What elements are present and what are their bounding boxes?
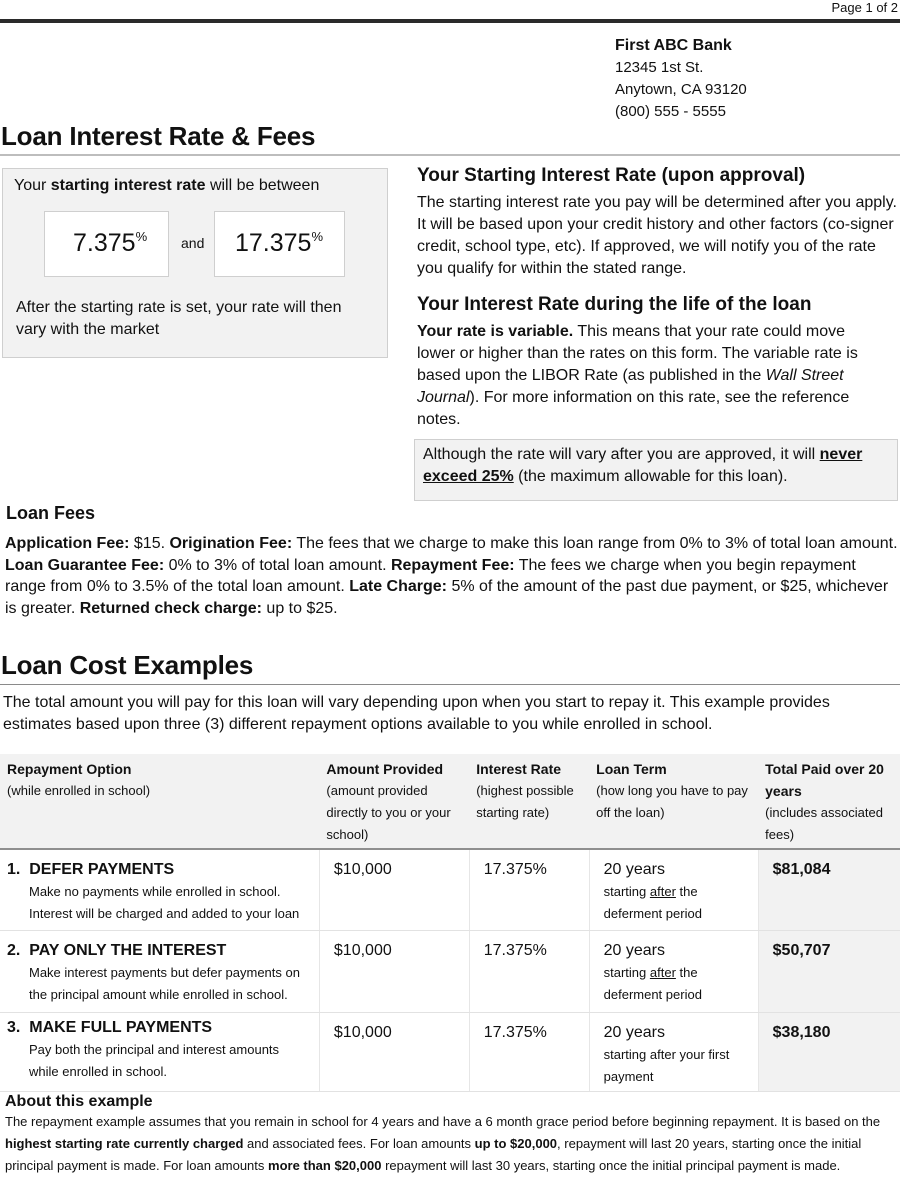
page-indicator: Page 1 of 2 bbox=[831, 0, 898, 15]
term-note bbox=[604, 962, 744, 1006]
table-row bbox=[0, 1012, 900, 1091]
option-description: Make interest payments but defer payments on the principal amount while enrolled in school. bbox=[29, 964, 300, 1002]
bank-name: First ABC Bank bbox=[615, 37, 732, 54]
fee-text: The fees we charge when you begin repayment range from 0% to 3.5% of the total loan amount. bbox=[5, 556, 856, 595]
about-emphasis: up to $20,000 bbox=[474, 1136, 558, 1151]
term-note-pre: starting bbox=[603, 964, 650, 980]
about-emphasis: highest starting rate currently charged bbox=[5, 1136, 244, 1151]
fee-text: $15. bbox=[129, 535, 170, 552]
term-note-pre: starting bbox=[603, 884, 650, 899]
cap-note-pre: Although the rate will vary after you are approved, it will bbox=[423, 446, 820, 463]
bank-address-line1: 12345 1st St. bbox=[615, 59, 704, 76]
about-text: , repayment will last 20 years, starting once the initial principal payment is made. For loan amounts bbox=[5, 1136, 862, 1173]
term-value: 20 years bbox=[603, 861, 666, 878]
max-rate-box bbox=[214, 211, 345, 277]
cap-note-post: (the maximum allowable for this loan). bbox=[513, 468, 788, 485]
option-number: 3. bbox=[7, 1018, 21, 1036]
term-note bbox=[604, 881, 744, 925]
loan-cost-table bbox=[0, 754, 900, 1092]
column-header bbox=[589, 754, 758, 849]
cost-examples-intro: The total amount you will pay for this loan will vary depending upon when you start to repay it. This example provides estimates based upon three (3) different repayment options available to you while enrolled in school. bbox=[3, 694, 830, 733]
life-rate-text-1: This means that your rate could move lower or higher than the rates on this form. The variable rate is based upon the LIBOR Rate (as published in the bbox=[417, 323, 858, 384]
rate-intro-bold: starting interest rate bbox=[50, 177, 206, 194]
life-rate-text-2: ). For more information on this rate, see the reference notes. bbox=[417, 389, 850, 428]
percent-sign: % bbox=[311, 229, 324, 244]
column-subtitle: (while enrolled in school) bbox=[7, 783, 151, 798]
about-text: The repayment example assumes that you remain in school for 4 years and have a 6 month grace period before beginning repayment. It is based on the bbox=[5, 1114, 881, 1129]
column-title: Repayment Option bbox=[7, 761, 132, 777]
life-rate-body bbox=[417, 321, 887, 431]
starting-rate-body: The starting interest rate you pay will be determined after you apply. It will be based upon your credit history and other factors (co-signer credit, school type, etc). If approved, we will notify you of the rate you qualify for within the stated range. bbox=[417, 194, 897, 277]
rate-intro bbox=[14, 177, 319, 195]
option-cell bbox=[0, 1012, 319, 1091]
option-cell bbox=[0, 849, 319, 930]
option-title bbox=[7, 859, 305, 881]
loan-fees-text bbox=[5, 533, 898, 619]
option-description: Make no payments while enrolled in school. Interest will be charged and added to your loan bbox=[29, 884, 300, 921]
option-description: Pay both the principal and interest amounts while enrolled in school. bbox=[29, 1041, 280, 1079]
option-number: 1. bbox=[7, 861, 21, 878]
term-value: 20 years bbox=[603, 1023, 666, 1041]
column-subtitle: (includes associated fees) bbox=[765, 805, 883, 842]
fee-text: 0% to 3% of total loan amount. bbox=[164, 556, 391, 574]
total-cell: $81,084 bbox=[758, 849, 900, 930]
option-title bbox=[7, 1017, 305, 1039]
fee-label: Origination Fee: bbox=[169, 535, 293, 552]
total-cell: $38,180 bbox=[758, 1012, 900, 1091]
about-text: and associated fees. For loan amounts bbox=[243, 1136, 475, 1151]
column-title: Total Paid over 20 years bbox=[765, 761, 884, 799]
section-title-cost-examples: Loan Cost Examples bbox=[1, 650, 254, 680]
life-rate-section bbox=[417, 293, 897, 431]
amount-cell: $10,000 bbox=[319, 930, 469, 1012]
section-title-rates: Loan Interest Rate & Fees bbox=[1, 121, 316, 151]
column-header bbox=[758, 754, 900, 849]
column-subtitle: (how long you have to pay off the loan) bbox=[596, 783, 748, 820]
about-emphasis: more than $20,000 bbox=[268, 1158, 382, 1173]
starting-rate-heading: Your Starting Interest Rate (upon approval) bbox=[417, 165, 806, 186]
top-divider bbox=[0, 19, 900, 23]
cap-note-emphasis: never exceed 25% bbox=[423, 446, 863, 485]
about-title: About this example bbox=[5, 1093, 153, 1110]
percent-sign: % bbox=[135, 229, 148, 244]
about-text: repayment will last 30 years, starting once the initial principal payment is made. bbox=[381, 1158, 841, 1173]
column-title: Amount Provided bbox=[326, 761, 444, 777]
variable-lead: Your rate is variable. bbox=[417, 323, 574, 340]
loan-fees-title: Loan Fees bbox=[6, 503, 96, 523]
about-body bbox=[5, 1111, 898, 1177]
min-rate-box bbox=[44, 211, 169, 277]
option-number: 2. bbox=[7, 941, 21, 959]
rate-cell: 17.375% bbox=[469, 849, 589, 930]
rate-after-text: After the starting rate is set, your rate will then vary with the market bbox=[16, 299, 342, 338]
fee-label: Loan Guarantee Fee: bbox=[5, 556, 165, 574]
term-note-post: the deferment period bbox=[603, 884, 702, 921]
column-header bbox=[469, 754, 589, 849]
column-title: Interest Rate bbox=[476, 761, 562, 777]
rate-intro-pre: Your bbox=[14, 177, 51, 194]
option-name: PAY ONLY THE INTEREST bbox=[29, 941, 227, 959]
term-cell bbox=[589, 1012, 758, 1091]
column-subtitle: (amount provided directly to you or your school) bbox=[326, 783, 451, 842]
total-cell: $50,707 bbox=[758, 930, 900, 1012]
rate-cap-note bbox=[414, 439, 898, 501]
term-note-pre: starting after your first payment bbox=[603, 1046, 730, 1084]
option-cell bbox=[0, 930, 319, 1012]
starting-rate-box bbox=[2, 168, 388, 358]
table-row bbox=[0, 930, 900, 1012]
max-rate-value: 17.375 bbox=[235, 229, 312, 257]
rate-and-label: and bbox=[181, 235, 205, 251]
bank-address-block bbox=[615, 35, 747, 123]
fee-text: up to $25. bbox=[261, 599, 338, 617]
option-title bbox=[7, 940, 305, 962]
fee-label: Late Charge: bbox=[349, 578, 447, 595]
fee-text: 5% of the amount of the past due payment, or $25, whichever is greater. bbox=[5, 578, 889, 617]
term-value: 20 years bbox=[603, 941, 666, 959]
amount-cell: $10,000 bbox=[319, 849, 469, 930]
term-note bbox=[604, 1044, 744, 1088]
fee-label: Returned check charge: bbox=[79, 599, 262, 617]
column-title: Loan Term bbox=[596, 761, 667, 777]
rate-intro-post: will be between bbox=[205, 177, 320, 194]
section-divider bbox=[0, 684, 900, 685]
column-subtitle: (highest possible starting rate) bbox=[476, 783, 574, 820]
starting-rate-section bbox=[417, 164, 897, 280]
fee-text: The fees that we charge to make this loan range from 0% to 3% of total loan amount. bbox=[292, 535, 898, 552]
term-note-underline: after bbox=[649, 884, 676, 899]
amount-cell: $10,000 bbox=[319, 1012, 469, 1091]
fee-label: Application Fee: bbox=[5, 535, 130, 552]
column-header bbox=[0, 754, 319, 849]
option-name: MAKE FULL PAYMENTS bbox=[29, 1018, 213, 1036]
fee-label: Repayment Fee: bbox=[390, 556, 515, 574]
min-rate-value: 7.375 bbox=[73, 229, 136, 257]
table-header-row bbox=[0, 754, 900, 849]
life-rate-heading: Your Interest Rate during the life of the loan bbox=[417, 294, 812, 315]
column-header bbox=[319, 754, 469, 849]
term-note-underline: after bbox=[649, 964, 676, 980]
option-name: DEFER PAYMENTS bbox=[29, 861, 175, 878]
bank-address-line2: Anytown, CA 93120 bbox=[615, 81, 747, 98]
rate-cell: 17.375% bbox=[469, 1012, 589, 1091]
bank-phone: (800) 555 - 5555 bbox=[615, 103, 726, 120]
rate-cell: 17.375% bbox=[469, 930, 589, 1012]
table-row bbox=[0, 849, 900, 930]
term-cell bbox=[589, 849, 758, 930]
wsj-italic: Wall Street Journal bbox=[417, 367, 844, 406]
about-example-section bbox=[5, 1093, 898, 1177]
section-divider bbox=[0, 154, 900, 156]
term-note-post: the deferment period bbox=[603, 964, 702, 1002]
term-cell bbox=[589, 930, 758, 1012]
